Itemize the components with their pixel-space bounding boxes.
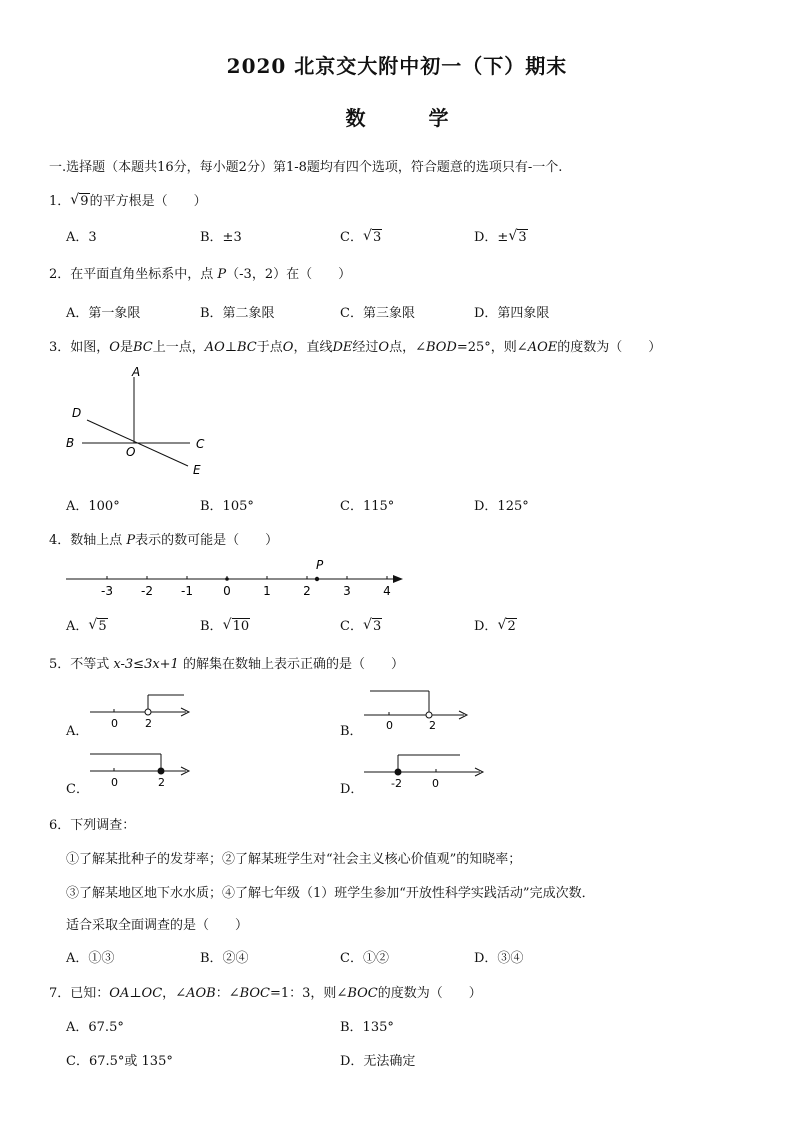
- q2-option-d[interactable]: D．第四象限: [474, 306, 550, 321]
- q3-figure: [60, 360, 220, 485]
- axis-tick-label: -2: [141, 584, 153, 598]
- q6-option-b[interactable]: B．②④: [200, 951, 249, 966]
- svg-text:2: 2: [145, 717, 152, 730]
- q5-option-b-label[interactable]: B．: [340, 724, 363, 739]
- question-4-stem: 4．数轴上点 P表示的数可能是（ ）: [49, 533, 279, 548]
- label-o: O: [126, 445, 136, 459]
- q3-option-b[interactable]: B．105°: [200, 499, 254, 514]
- svg-text:2: 2: [158, 776, 165, 789]
- q6-option-d[interactable]: D．③④: [474, 951, 524, 966]
- axis-tick-label: 4: [383, 584, 391, 598]
- q5-option-a-label[interactable]: A．: [66, 724, 89, 739]
- question-2-stem: 2．在平面直角坐标系中，点 P（-3，2）在（ ）: [49, 267, 352, 282]
- q5-option-d-figure[interactable]: [360, 748, 490, 793]
- q1-option-c[interactable]: C． √ 3: [340, 228, 382, 245]
- q5-option-c-figure[interactable]: [84, 748, 199, 793]
- svg-text:2: 2: [429, 719, 436, 732]
- q4-option-a[interactable]: A． √ 5: [66, 617, 107, 634]
- label-a: A: [132, 365, 141, 379]
- q2-option-a[interactable]: A．第一象限: [66, 306, 141, 321]
- q7-option-c[interactable]: C．67.5°或 135°: [66, 1054, 173, 1069]
- q5-option-d-label[interactable]: D．: [340, 782, 364, 797]
- question-6-line-1: ①了解某批种子的发芽率；②了解某班学生对“社会主义核心价值观”的知晓率；: [66, 852, 522, 867]
- axis-tick-label: 1: [263, 584, 271, 598]
- q3-option-d[interactable]: D．125°: [474, 499, 529, 514]
- label-e: E: [193, 463, 201, 477]
- q4-option-b[interactable]: B． √ 10: [200, 617, 250, 634]
- q4-number-line: [60, 556, 410, 602]
- sqrt-expression: √ 9: [70, 192, 89, 209]
- axis-arrow: [393, 575, 403, 583]
- svg-text:0: 0: [111, 717, 118, 730]
- question-1-stem: 1． √ 9的平方根是（ ）: [49, 192, 207, 209]
- q4-option-c[interactable]: C． √ 3: [340, 617, 382, 634]
- question-7-stem: 7．已知：OA⊥OC，∠AOB：∠BOC=1：3，则∠BOC的度数为（ ）: [49, 986, 482, 1001]
- q1-option-d[interactable]: D．± √ 3: [474, 228, 527, 245]
- question-3-stem: 3．如图，O是BC上一点，AO⊥BC于点O，直线DE经过O点，∠BOD=25°，则∠AOE的度数为（ ）: [49, 340, 662, 355]
- q1-option-b[interactable]: B．±3: [200, 230, 242, 245]
- q7-option-b[interactable]: B．135°: [340, 1020, 394, 1035]
- question-6-line-3: 适合采取全面调查的是（ ）: [66, 918, 249, 933]
- svg-text:0: 0: [432, 777, 439, 790]
- axis-tick-label: 0: [223, 584, 231, 598]
- q7-option-a[interactable]: A．67.5°: [66, 1020, 124, 1035]
- question-5-stem: 5．不等式 x-3≤3x+1 的解集在数轴上表示正确的是（ ）: [49, 657, 404, 672]
- q2-option-c[interactable]: C．第三象限: [340, 306, 415, 321]
- label-c: C: [196, 437, 205, 451]
- subject-title: 数 学: [345, 106, 477, 130]
- label-b: B: [66, 436, 75, 450]
- q7-option-d[interactable]: D．无法确定: [340, 1054, 416, 1069]
- question-6-line-2: ③了解某地区地下水水质；④了解七年级（1）班学生参加“开放性科学实践活动”完成次数．: [66, 886, 595, 901]
- axis-tick-label: 2: [303, 584, 311, 598]
- q5-option-c-label[interactable]: C．: [66, 782, 89, 797]
- section-heading: 一.选择题（本题共16分，每小题2分）第1-8题均有四个选项，符合题意的选项只有-一个.: [49, 160, 563, 175]
- point-p: [315, 577, 319, 581]
- axis-tick-label: 3: [343, 584, 351, 598]
- q1-option-a[interactable]: A．3: [66, 230, 97, 245]
- q6-option-c[interactable]: C．①②: [340, 951, 389, 966]
- q2-option-b[interactable]: B．第二象限: [200, 306, 275, 321]
- axis-tick-label: -3: [101, 584, 113, 598]
- q5-option-a-figure[interactable]: [84, 690, 199, 735]
- q3-option-a[interactable]: A．100°: [66, 499, 120, 514]
- page-title: 2020 北京交大附中初一（下）期末: [226, 54, 568, 78]
- q3-option-c[interactable]: C．115°: [340, 499, 395, 514]
- q5-option-b-figure[interactable]: [360, 684, 475, 734]
- origin-dot: [225, 577, 229, 581]
- svg-text:0: 0: [386, 719, 393, 732]
- svg-text:0: 0: [111, 776, 118, 789]
- q6-option-a[interactable]: A．①③: [66, 951, 115, 966]
- question-6-stem: 6．下列调查：: [49, 818, 136, 833]
- label-d: D: [72, 406, 82, 420]
- axis-tick-label: -1: [181, 584, 193, 598]
- q4-option-d[interactable]: D． √ 2: [474, 617, 516, 634]
- point-p-label: P: [316, 558, 324, 572]
- svg-text:-2: -2: [391, 777, 402, 790]
